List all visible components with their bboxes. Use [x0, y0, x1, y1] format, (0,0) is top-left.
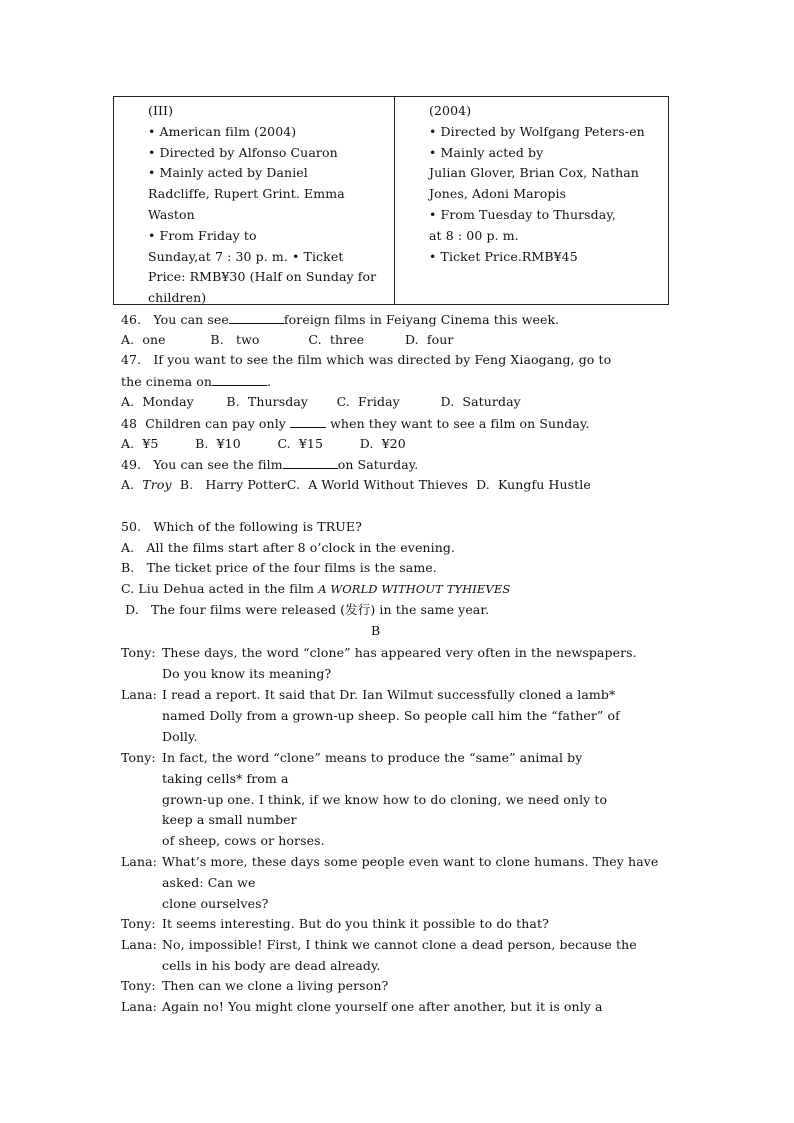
question-49-stem	[121, 456, 418, 472]
q46-blank	[229, 311, 284, 324]
dialogue-text	[162, 685, 677, 747]
dialogue-line: In fact, the word “clone” means to produce the “same” animal by	[162, 750, 583, 765]
speaker-label: Lana:	[121, 854, 157, 869]
dialogue-line: I read a report. It said that Dr. Ian Wilmut successfully cloned a lamb*	[162, 687, 616, 702]
question-49-options	[121, 477, 591, 492]
q49-blank	[283, 456, 338, 469]
question-50-stem: 50. Which of the following is TRUE?	[121, 519, 362, 534]
q49-option-a-title: Troy	[142, 477, 172, 492]
question-50-option-d: D. The four films were released (发行) in the same year.	[121, 602, 490, 617]
question-46-stem	[121, 311, 559, 327]
q48-stem-start: 48 Children can pay only	[121, 416, 291, 431]
film-iii-heading: (III)	[148, 103, 174, 118]
film-iv-price: • Ticket Price.RMB¥45	[429, 248, 578, 264]
dialogue-line: It seems interesting. But do you think it possible to do that?	[162, 916, 549, 931]
question-46-options: A. one B. two C. three D. four	[121, 332, 454, 347]
q49-options-rest: B. Harry PotterC. A World Without Thieves D. Kungfu Hustle	[171, 477, 591, 492]
q46-stem-end: foreign films in Feiyang Cinema this week.	[283, 312, 560, 327]
film-iii-origin: • American film (2004)	[148, 123, 297, 139]
film-iv-cast-line1: Julian Glover, Brian Cox, Nathan	[429, 165, 639, 181]
dialogue-text	[162, 643, 677, 685]
film-iv-cast-line2: Jones, Adoni Maropis	[429, 186, 567, 202]
film-iv-schedule-line2: at 8 : 00 p. m.	[429, 227, 519, 243]
dialogue-line: What’s more, these days some people even want to clone humans. They have	[162, 854, 659, 869]
dialogue-line: named Dolly from a grown-up sheep. So people call him the “father” of	[162, 707, 620, 723]
q46-stem-start: 46. You can see	[121, 312, 229, 327]
question-47-stem-line2	[121, 373, 271, 389]
film-cell-iii	[114, 97, 395, 304]
dialogue-line: grown-up one. I think, if we know how to do cloning, we need only to	[162, 791, 608, 807]
speaker-label: Tony:	[121, 645, 156, 660]
speaker-label: Lana:	[121, 687, 157, 702]
q49-stem-start: 49. You can see the film	[121, 457, 283, 472]
dialogue-line: Again no! You might clone yourself one after another, but it is only a	[162, 999, 603, 1014]
q49-stem-end: on Saturday.	[337, 457, 419, 472]
q48-stem-end: when they want to see a film on Sunday.	[326, 416, 590, 431]
film-iv-director: • Directed by Wolfgang Peters-en	[429, 123, 645, 139]
question-48-options: A. ¥5 B. ¥10 C. ¥15 D. ¥20	[121, 436, 406, 451]
q49-option-a-label: A.	[121, 477, 143, 492]
dialogue-text	[162, 976, 677, 997]
q47-blank	[212, 373, 267, 386]
dialogue-line: Do you know its meaning?	[162, 665, 332, 681]
film-iii-cast-line3: Waston	[148, 206, 195, 222]
speaker-label: Lana:	[121, 937, 157, 952]
q50-option-c-title: A WORLD WITHOUT TYHIEVES	[318, 582, 511, 596]
dialogue-text	[162, 852, 677, 914]
speaker-label: Tony:	[121, 978, 156, 993]
dialogue-line: keep a small number	[162, 812, 297, 828]
film-iv-schedule-line1: • From Tuesday to Thursday,	[429, 206, 616, 222]
q48-blank	[290, 415, 326, 428]
q47-stem-end: .	[267, 374, 272, 389]
speaker-label: Tony:	[121, 750, 156, 765]
film-iv-heading: (2004)	[429, 103, 472, 118]
dialogue-line: Dolly.	[162, 728, 198, 744]
q50-option-c-text: C. Liu Dehua acted in the film	[121, 581, 319, 596]
film-iii-cast-line2: Radcliffe, Rupert Grint. Emma	[148, 186, 345, 202]
dialogue-line: clone ourselves?	[162, 895, 269, 911]
film-info-table	[113, 96, 669, 305]
dialogue-line: asked: Can we	[162, 874, 256, 890]
question-48-stem	[121, 415, 590, 431]
speaker-label: Lana:	[121, 999, 157, 1014]
dialogue-line: No, impossible! First, I think we cannot clone a dead person, because the	[162, 937, 637, 952]
section-b-heading: B	[371, 623, 381, 638]
dialogue-text	[162, 748, 677, 852]
film-iii-price-line2: children)	[148, 290, 207, 306]
dialogue-text	[162, 935, 677, 977]
question-50-option-b: B. The ticket price of the four films is the same.	[121, 560, 437, 575]
speaker-label: Tony:	[121, 916, 156, 931]
dialogue-line: cells in his body are dead already.	[162, 957, 381, 973]
question-50-option-a: A. All the films start after 8 o’clock in the evening.	[121, 540, 456, 555]
dialogue-line: of sheep, cows or horses.	[162, 833, 325, 849]
dialogue-line: These days, the word “clone” has appeared very often in the newspapers.	[162, 645, 637, 660]
dialogue-line: taking cells* from a	[162, 770, 289, 786]
film-iii-director: • Directed by Alfonso Cuaron	[148, 144, 338, 160]
film-iii-schedule-line2: Sunday,at 7 : 30 p. m. • Ticket	[148, 248, 344, 264]
question-50-option-c	[121, 581, 510, 596]
film-iii-schedule-line1: • From Friday to	[148, 227, 257, 243]
question-47-stem-line1: 47. If you want to see the film which was directed by Feng Xiaogang, go to	[121, 352, 612, 367]
dialogue-text	[162, 997, 677, 1018]
film-iii-price-line1: Price: RMB¥30 (Half on Sunday for	[148, 269, 377, 285]
q47-stem-start: the cinema on	[121, 374, 213, 389]
question-47-options: A. Monday B. Thursday C. Friday D. Saturday	[121, 394, 521, 409]
film-cell-iv	[395, 97, 668, 304]
film-iii-cast-line1: • Mainly acted by Daniel	[148, 165, 308, 181]
dialogue-text	[162, 914, 677, 935]
film-iv-cast-label: • Mainly acted by	[429, 144, 544, 160]
dialogue-line: Then can we clone a living person?	[162, 978, 389, 993]
